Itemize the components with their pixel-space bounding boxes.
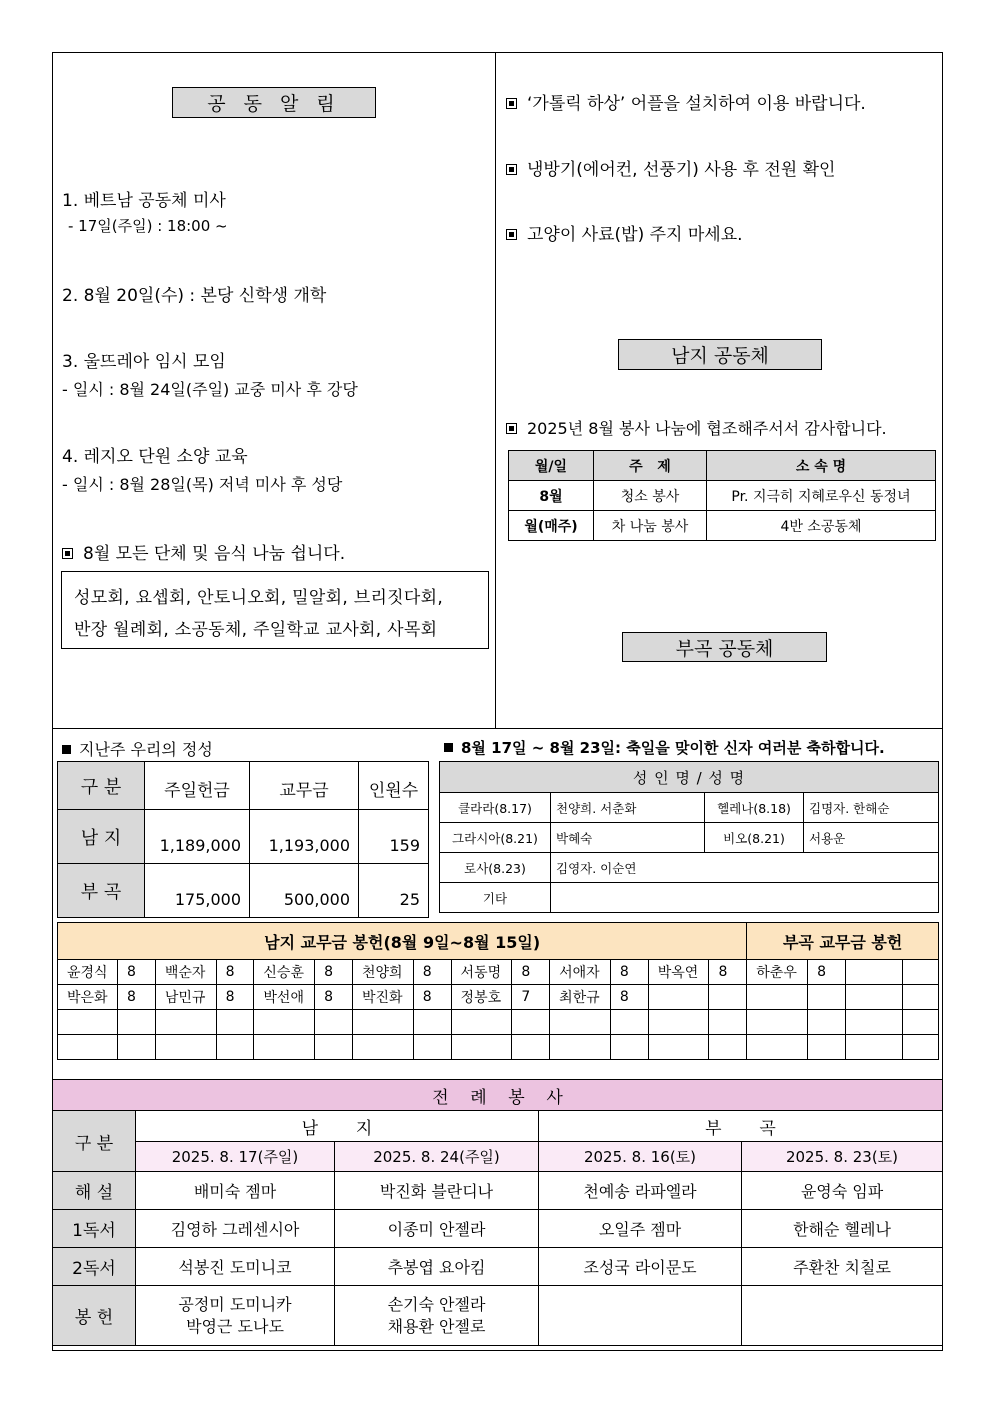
nameday-saint: 비오(8.21) (705, 823, 804, 853)
offering-header: 교무금 (250, 762, 359, 810)
volunteer-cell: 차 나눔 봉사 (594, 511, 707, 541)
liturgy-cell: 천예송 라파엘라 (539, 1172, 742, 1210)
dues-name-cell (747, 1035, 808, 1060)
dues-amount-cell (216, 1010, 254, 1035)
dues-name-cell: 박진화 (352, 985, 413, 1010)
dues-name-cell (155, 1035, 216, 1060)
dues-name-cell (648, 985, 709, 1010)
food-groups-box (61, 571, 489, 649)
notice-item1-title: 1. 베트남 공동체 미사 (62, 191, 226, 211)
liturgy-row-label: 1독서 (53, 1210, 136, 1248)
volunteer-cell: Pr. 지극히 지혜로우신 동정녀 (707, 481, 936, 511)
dues-bugok-title: 부곡 교무금 봉헌 (747, 923, 939, 960)
offering-header: 주일헌금 (145, 762, 250, 810)
dues-amount-cell (118, 1010, 156, 1035)
nameday-saint: 그라시아(8.21) (440, 823, 551, 853)
dues-row (58, 1035, 939, 1060)
liturgy-cell: 추봉엽 요아킴 (335, 1248, 539, 1286)
dues-name-cell: 최한규 (550, 985, 611, 1010)
dues-name-cell (845, 985, 902, 1010)
volunteer-cell: 4반 소공동체 (707, 511, 936, 541)
dues-amount-cell (413, 1010, 451, 1035)
liturgy-title: 전 례 봉 사 (53, 1080, 943, 1111)
dues-amount-cell (709, 1010, 747, 1035)
dues-amount-cell (610, 1035, 648, 1060)
column-divider (495, 52, 496, 728)
dues-name-cell (352, 1035, 413, 1060)
dues-amount-cell: 8 (315, 985, 353, 1010)
liturgy-row-label: 2독서 (53, 1248, 136, 1286)
dues-amount-cell: 8 (315, 960, 353, 985)
liturgy-offer-name: 박영근 도나도 (186, 1316, 284, 1336)
dues-name-cell (845, 1010, 902, 1035)
nameday-person: 서용운 (804, 823, 939, 853)
offering-title: 지난주 우리의 정성 (62, 737, 213, 760)
offering-cell: 1,189,000 (145, 810, 250, 864)
dues-name-cell (648, 1010, 709, 1035)
dues-name-cell: 하춘우 (747, 960, 808, 985)
nameday-table (439, 761, 939, 913)
dues-amount-cell (808, 985, 846, 1010)
dues-name-cell: 남민규 (155, 985, 216, 1010)
notice-item3-detail: - 일시 : 8월 24일(주일) 교중 미사 후 강당 (62, 380, 358, 399)
liturgy-cell: 윤영숙 임파 (742, 1172, 943, 1210)
nameday-person: 김명자. 한해순 (804, 793, 939, 823)
dues-name-cell: 서애자 (550, 960, 611, 985)
dues-name-cell (451, 1035, 512, 1060)
liturgy-cell: 오일주 젬마 (539, 1210, 742, 1248)
dues-amount-cell (512, 1035, 550, 1060)
dues-amount-cell: 8 (413, 985, 451, 1010)
dues-name-cell (254, 1010, 315, 1035)
dues-name-cell: 박선애 (254, 985, 315, 1010)
volunteer-cell: 월(매주) (509, 511, 594, 541)
liturgy-offer-name: 공정미 도미니카 (178, 1294, 292, 1314)
offering-table (57, 761, 429, 918)
dues-name-cell (550, 1010, 611, 1035)
notice-item3-title: 3. 울뜨레아 임시 모임 (62, 352, 226, 372)
black-square-icon (62, 745, 71, 754)
dues-name-cell (648, 1035, 709, 1060)
liturgy-table (52, 1079, 943, 1346)
namji-title: 남지 공동체 (618, 339, 822, 370)
dues-amount-cell (903, 985, 939, 1010)
offering-cell: 159 (359, 810, 429, 864)
dues-row (58, 985, 939, 1010)
dues-name-cell (451, 1010, 512, 1035)
dues-name-cell (155, 1010, 216, 1035)
liturgy-bugok-header: 부 곡 (539, 1111, 943, 1142)
offering-cell: 175,000 (145, 864, 250, 918)
volunteer-header-date: 월/일 (509, 451, 594, 481)
liturgy-cell: 박진화 블란디나 (335, 1172, 539, 1210)
liturgy-offer-name: 채용환 안젤로 (387, 1316, 486, 1336)
square-bullet-icon (62, 548, 73, 559)
offering-cell: 500,000 (250, 864, 359, 918)
offering-header: 구 분 (58, 762, 145, 810)
black-square-icon (444, 743, 453, 752)
liturgy-cell (539, 1286, 742, 1346)
dues-name-cell (58, 1010, 118, 1035)
liturgy-date: 2025. 8. 17(주일) (136, 1142, 335, 1172)
dues-row (58, 1010, 939, 1035)
dues-amount-cell: 8 (216, 985, 254, 1010)
dues-amount-cell (216, 1035, 254, 1060)
liturgy-cell: 한해순 헬레나 (742, 1210, 943, 1248)
nameday-saint: 클라라(8.17) (440, 793, 551, 823)
dues-amount-cell: 8 (512, 960, 550, 985)
dues-name-cell (845, 960, 902, 985)
dues-amount-cell: 8 (413, 960, 451, 985)
nameday-person: 김영자. 이순연 (551, 853, 939, 883)
dues-amount-cell (512, 1010, 550, 1035)
dues-name-cell (254, 1035, 315, 1060)
dues-amount-cell (315, 1010, 353, 1035)
dues-amount-cell: 8 (118, 985, 156, 1010)
liturgy-cell: 배미숙 젬마 (136, 1172, 335, 1210)
dues-amount-cell (808, 1035, 846, 1060)
dues-amount-cell: 7 (512, 985, 550, 1010)
liturgy-offer-cell (136, 1286, 335, 1346)
dues-amount-cell: 8 (808, 960, 846, 985)
dues-amount-cell (610, 1010, 648, 1035)
volunteer-table (508, 450, 936, 541)
volunteer-header-group: 소 속 명 (707, 451, 936, 481)
right-note-3: 고양이 사료(밥) 주지 마세요. (506, 220, 743, 245)
liturgy-cell: 조성국 라이문도 (539, 1248, 742, 1286)
dues-name-cell (747, 1010, 808, 1035)
liturgy-cell (742, 1286, 943, 1346)
food-notice-text: 8월 모든 단체 및 음식 나눔 쉽니다. (83, 544, 346, 564)
offering-cell: 1,193,000 (250, 810, 359, 864)
dues-amount-cell (709, 1035, 747, 1060)
liturgy-date: 2025. 8. 24(주일) (335, 1142, 539, 1172)
square-bullet-icon (506, 229, 517, 240)
dues-amount-cell (903, 1035, 939, 1060)
nameday-saint: 헬레나(8.18) (705, 793, 804, 823)
namji-thanks: 2025년 8월 봉사 나눔에 협조해주서서 감사합니다. (506, 416, 887, 439)
dues-amount-cell: 8 (118, 960, 156, 985)
right-note-2: 냉방기(에어컨, 선풍기) 사용 후 전원 확인 (506, 155, 835, 180)
nameday-saint: 로사(8.23) (440, 853, 551, 883)
notice-item4-detail: - 일시 : 8월 28일(목) 저녁 미사 후 성당 (62, 475, 343, 494)
dues-amount-cell (709, 985, 747, 1010)
dues-amount-cell (315, 1035, 353, 1060)
food-groups-line2: 반장 월례회, 소공동체, 주일학교 교사회, 사목회 (74, 620, 438, 640)
nameday-header: 성 인 명 / 성 명 (440, 762, 939, 793)
offering-row-label: 부 곡 (58, 864, 145, 918)
liturgy-side-header: 구 분 (53, 1111, 136, 1172)
dues-name-cell (58, 1035, 118, 1060)
liturgy-cell: 이종미 안젤라 (335, 1210, 539, 1248)
dues-table (57, 922, 939, 1060)
nameday-person: 천양희. 서춘화 (551, 793, 705, 823)
dues-name-cell: 천양희 (352, 960, 413, 985)
dues-name-cell (845, 1035, 902, 1060)
dues-name-cell: 박은화 (58, 985, 118, 1010)
dues-name-cell (550, 1035, 611, 1060)
nameday-person (551, 883, 939, 913)
liturgy-cell: 석봉진 도미니코 (136, 1248, 335, 1286)
dues-amount-cell (903, 1010, 939, 1035)
dues-amount-cell: 8 (216, 960, 254, 985)
dues-amount-cell: 8 (709, 960, 747, 985)
nameday-saint: 기타 (440, 883, 551, 913)
dues-name-cell (352, 1010, 413, 1035)
dues-namji-title: 남지 교무금 봉헌(8월 9일~8월 15일) (58, 923, 747, 960)
liturgy-namji-header: 남 지 (136, 1111, 539, 1142)
nameday-title: 8월 17일 ~ 8월 23일: 축일을 맞이한 신자 여러분 축하합니다. (444, 737, 885, 758)
liturgy-date: 2025. 8. 23(토) (742, 1142, 943, 1172)
square-bullet-icon (506, 423, 517, 434)
dues-row (58, 960, 939, 985)
dues-amount-cell: 8 (610, 985, 648, 1010)
liturgy-row-label: 봉 헌 (53, 1286, 136, 1346)
right-note-1: ‘가톨릭 하상’ 어플을 설치하여 이용 바랍니다. (506, 89, 866, 114)
dues-name-cell: 백순자 (155, 960, 216, 985)
dues-amount-cell (903, 960, 939, 985)
square-bullet-icon (506, 164, 517, 175)
volunteer-cell: 청소 봉사 (594, 481, 707, 511)
liturgy-offer-name: 손기숙 안젤라 (387, 1294, 486, 1314)
offering-row-label: 남 지 (58, 810, 145, 864)
food-groups-line1: 성모회, 요셉회, 안토니오회, 밀알회, 브리짓다회, (74, 588, 444, 608)
section-divider (52, 728, 943, 729)
offering-cell: 25 (359, 864, 429, 918)
dues-name-cell: 정봉호 (451, 985, 512, 1010)
dues-name-cell: 신승훈 (254, 960, 315, 985)
volunteer-cell: 8월 (509, 481, 594, 511)
nameday-person: 박혜숙 (551, 823, 705, 853)
offering-header: 인원수 (359, 762, 429, 810)
dues-amount-cell (118, 1035, 156, 1060)
bugok-title: 부곡 공동체 (622, 632, 827, 662)
liturgy-date: 2025. 8. 16(토) (539, 1142, 742, 1172)
dues-name-cell (747, 985, 808, 1010)
liturgy-row-label: 해 설 (53, 1172, 136, 1210)
liturgy-cell: 김영하 그레센시아 (136, 1210, 335, 1248)
dues-amount-cell: 8 (610, 960, 648, 985)
liturgy-cell: 주환찬 치칠로 (742, 1248, 943, 1286)
notice-item1-detail: - 17일(주일) : 18:00 ~ (68, 217, 228, 235)
volunteer-header-topic: 주 제 (594, 451, 707, 481)
dues-name-cell: 윤경식 (58, 960, 118, 985)
square-bullet-icon (506, 98, 517, 109)
notice-title: 공 동 알 림 (172, 87, 376, 118)
food-notice (62, 539, 345, 564)
dues-amount-cell (808, 1010, 846, 1035)
liturgy-offer-cell (335, 1286, 539, 1346)
notice-item4-title: 4. 레지오 단원 소양 교육 (62, 447, 248, 467)
notice-item2: 2. 8월 20일(수) : 본당 신학생 개학 (62, 286, 327, 306)
dues-amount-cell (413, 1035, 451, 1060)
dues-name-cell: 서동명 (451, 960, 512, 985)
dues-name-cell: 박옥연 (648, 960, 709, 985)
